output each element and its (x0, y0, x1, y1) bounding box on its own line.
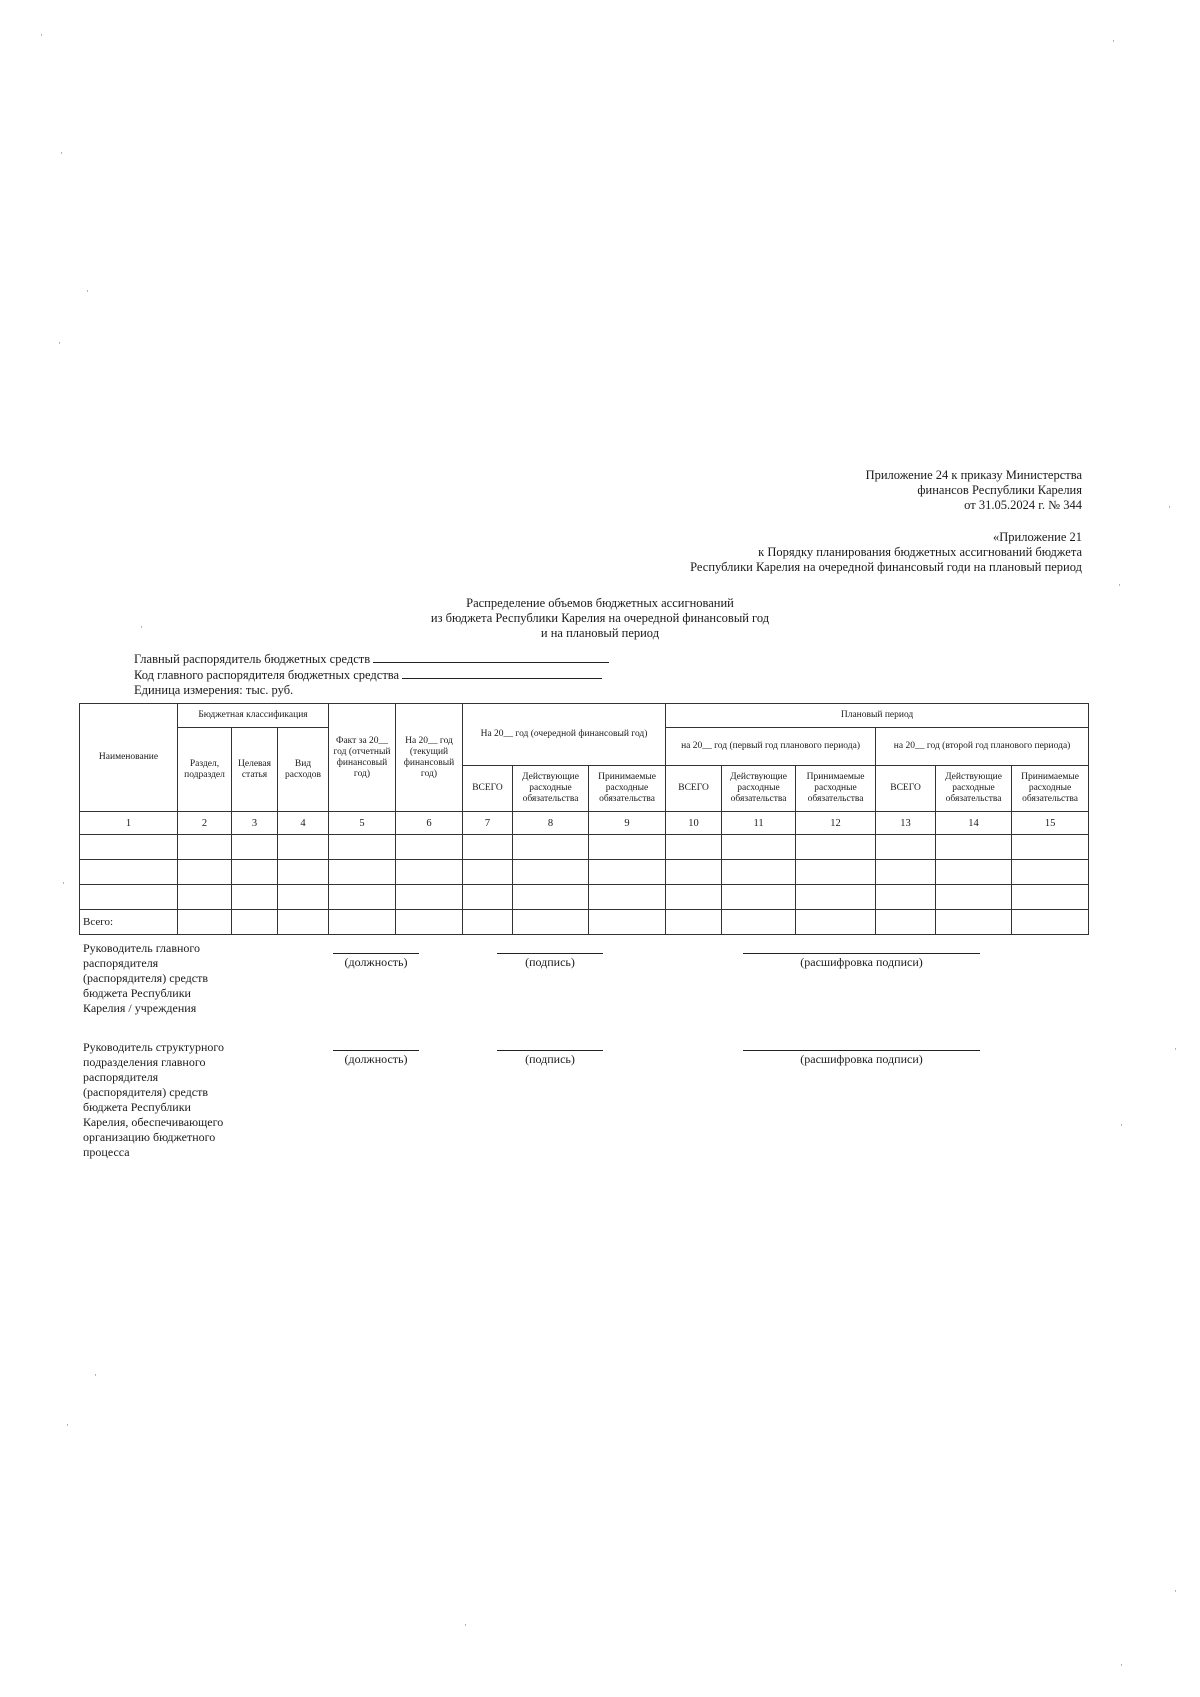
position-line[interactable] (333, 1050, 419, 1051)
field-main-manager-label: Главный распорядитель бюджетных средств (134, 652, 371, 666)
table-cell[interactable] (278, 910, 329, 935)
col-header-current: На 20__ год (текущий финансовый год) (396, 704, 463, 812)
table-cell[interactable] (463, 835, 513, 860)
scan-speck: · (60, 148, 63, 158)
field-main-manager-code-blank[interactable] (402, 668, 602, 679)
table-cell[interactable] (396, 835, 463, 860)
header-fields (134, 652, 734, 699)
table-cell[interactable] (589, 835, 666, 860)
table-cell[interactable] (80, 885, 178, 910)
decoding-line[interactable] (743, 953, 980, 954)
appendix-line-1: Приложение 24 к приказу Министерства (865, 468, 1082, 482)
table-cell[interactable] (329, 860, 396, 885)
table-cell[interactable] (936, 910, 1012, 935)
field-main-manager-code (134, 668, 734, 684)
col-number: 7 (463, 812, 513, 835)
col-header-second-accepted: Принимаемые расходные обязательства (1012, 766, 1089, 812)
table-cell[interactable] (722, 835, 796, 860)
scan-speck: · (1168, 502, 1171, 512)
table-cell[interactable] (666, 860, 722, 885)
signatory-head-label: Руководитель главного распорядителя (распорядителя) средств бюджета Республики Карелия / учреждения (83, 941, 209, 1015)
table-cell[interactable] (666, 835, 722, 860)
table-row (80, 885, 1089, 910)
col-number: 4 (278, 812, 329, 835)
col-number: 5 (329, 812, 396, 835)
scan-speck: · (40, 30, 43, 40)
col-header-second-total: ВСЕГО (876, 766, 936, 812)
col-header-first-existing: Действующие расходные обязательства (722, 766, 796, 812)
scan-speck: · (1120, 1120, 1123, 1130)
table-cell[interactable] (589, 910, 666, 935)
table-cell[interactable] (722, 910, 796, 935)
table-cell[interactable] (796, 835, 876, 860)
table-cell[interactable] (178, 835, 232, 860)
col-number: 15 (1012, 812, 1089, 835)
sub-appendix-line-1: «Приложение 21 (993, 530, 1082, 544)
signatory-structural-head-label: Руководитель структурного подразделения главного распорядителя (распорядителя) средств бюджета Республики Карелия, обеспечивающего организацию бюджетного процесса (83, 1040, 225, 1159)
table-cell[interactable] (178, 860, 232, 885)
table-cell[interactable] (589, 885, 666, 910)
table-cell[interactable] (232, 910, 278, 935)
col-number: 3 (232, 812, 278, 835)
table-cell[interactable] (796, 860, 876, 885)
table-cell[interactable] (232, 835, 278, 860)
header-row-1 (80, 704, 1089, 728)
title-line-1: Распределение объемов бюджетных ассигнований (466, 596, 734, 610)
table-cell[interactable] (1012, 885, 1089, 910)
sub-appendix-line-2: к Порядку планирования бюджетных ассигнований бюджета (758, 545, 1082, 559)
table-cell[interactable] (876, 910, 936, 935)
col-number: 14 (936, 812, 1012, 835)
field-unit: Единица измерения: тыс. руб. (134, 683, 294, 697)
field-main-manager (134, 652, 734, 668)
table-cell[interactable] (463, 885, 513, 910)
position-caption: (должность) (344, 955, 408, 969)
col-header-section: Раздел, подраздел (178, 728, 232, 812)
scan-speck: · (58, 338, 61, 348)
title-line-2: из бюджета Республики Карелия на очередной финансовый год (430, 611, 770, 625)
table-cell[interactable] (463, 860, 513, 885)
col-header-next-accepted: Принимаемые расходные обязательства (589, 766, 666, 812)
table-cell[interactable] (796, 910, 876, 935)
table-cell[interactable] (1012, 910, 1089, 935)
total-row (80, 910, 1089, 935)
table-cell[interactable] (80, 835, 178, 860)
col-header-second-existing: Действующие расходные обязательства (936, 766, 1012, 812)
scan-speck: · (464, 1620, 467, 1630)
scan-speck: · (62, 878, 65, 888)
sub-appendix-reference (522, 530, 1082, 575)
table-cell[interactable] (1012, 835, 1089, 860)
appendix-line-3: от 31.05.2024 г. № 344 (964, 498, 1082, 512)
table-cell[interactable] (1012, 860, 1089, 885)
scan-speck: · (1174, 1586, 1177, 1596)
col-number: 6 (396, 812, 463, 835)
table-cell[interactable] (936, 835, 1012, 860)
table-cell[interactable] (396, 910, 463, 935)
col-number: 11 (722, 812, 796, 835)
col-header-name: Наименование (80, 704, 178, 812)
table-cell[interactable] (178, 910, 232, 935)
scan-speck: · (1174, 1044, 1177, 1054)
table-row (80, 835, 1089, 860)
col-header-fact: Факт за 20__ год (отчетный финансовый год) (329, 704, 396, 812)
table-cell[interactable] (278, 885, 329, 910)
column-number-row (80, 812, 1089, 835)
col-header-planned-first: на 20__ год (первый год планового периода) (666, 728, 876, 766)
col-header-next: На 20__ год (очередной финансовый год) (463, 704, 666, 766)
table-cell[interactable] (80, 860, 178, 885)
appendix-reference (682, 468, 1082, 513)
col-header-next-existing: Действующие расходные обязательства (513, 766, 589, 812)
position-line[interactable] (333, 953, 419, 954)
allocation-table (79, 703, 1089, 935)
scan-speck: · (1118, 580, 1121, 590)
scan-speck: · (140, 622, 143, 632)
scan-speck: · (1120, 1660, 1123, 1670)
sub-appendix-line-3: Республики Карелия на очередной финансовый годи на плановый период (690, 560, 1082, 574)
document-title (380, 596, 820, 641)
table-cell[interactable] (666, 910, 722, 935)
table-row (80, 860, 1089, 885)
table-cell[interactable] (589, 860, 666, 885)
table-cell[interactable] (396, 860, 463, 885)
decoding-line[interactable] (743, 1050, 980, 1051)
scan-speck: · (1112, 36, 1115, 46)
decoding-caption: (расшифровка подписи) (800, 1052, 923, 1066)
table-cell[interactable] (722, 860, 796, 885)
table-cell[interactable] (936, 860, 1012, 885)
table-cell[interactable] (876, 885, 936, 910)
col-header-planned: Плановый период (666, 704, 1089, 728)
col-header-first-total: ВСЕГО (666, 766, 722, 812)
table-cell[interactable] (876, 835, 936, 860)
appendix-line-2: финансов Республики Карелия (917, 483, 1082, 497)
scan-speck: · (66, 1420, 69, 1430)
table-cell[interactable] (513, 885, 589, 910)
table-cell[interactable] (936, 885, 1012, 910)
table-cell[interactable] (796, 885, 876, 910)
col-header-target: Целевая статья (232, 728, 278, 812)
col-number: 13 (876, 812, 936, 835)
table-cell[interactable] (232, 885, 278, 910)
col-number: 8 (513, 812, 589, 835)
col-number: 9 (589, 812, 666, 835)
signature-line[interactable] (497, 1050, 603, 1051)
field-main-manager-code-label: Код главного распорядителя бюджетных средства (134, 667, 400, 682)
table-cell[interactable] (396, 885, 463, 910)
col-number: 2 (178, 812, 232, 835)
table-cell[interactable] (278, 835, 329, 860)
signature-caption: (подпись) (525, 955, 575, 969)
scan-speck: · (94, 1370, 97, 1380)
table-cell[interactable] (329, 885, 396, 910)
table-cell[interactable] (232, 860, 278, 885)
col-header-next-total: ВСЕГО (463, 766, 513, 812)
title-line-3: и на плановый период (540, 626, 660, 640)
table-cell[interactable] (329, 910, 396, 935)
table-cell[interactable] (278, 860, 329, 885)
table-cell[interactable] (513, 835, 589, 860)
table-cell[interactable] (329, 835, 396, 860)
signature-caption: (подпись) (525, 1052, 575, 1066)
col-header-first-accepted: Принимаемые расходные обязательства (796, 766, 876, 812)
table-cell[interactable] (876, 860, 936, 885)
col-header-budget-class: Бюджетная классификация (178, 704, 329, 728)
position-caption: (должность) (344, 1052, 408, 1066)
col-number: 12 (796, 812, 876, 835)
table-cell[interactable] (178, 885, 232, 910)
table-cell[interactable] (513, 910, 589, 935)
col-number: 1 (80, 812, 178, 835)
col-header-expense-type: Вид расходов (278, 728, 329, 812)
total-row-label: Всего: (80, 910, 178, 935)
table-cell[interactable] (513, 860, 589, 885)
table-cell[interactable] (666, 885, 722, 910)
signature-line[interactable] (497, 953, 603, 954)
scan-speck: · (86, 286, 89, 296)
field-main-manager-blank[interactable] (373, 652, 609, 663)
col-header-planned-second: на 20__ год (второй год планового периода) (876, 728, 1089, 766)
table-cell[interactable] (722, 885, 796, 910)
table-cell[interactable] (463, 910, 513, 935)
col-number: 10 (666, 812, 722, 835)
decoding-caption: (расшифровка подписи) (800, 955, 923, 969)
